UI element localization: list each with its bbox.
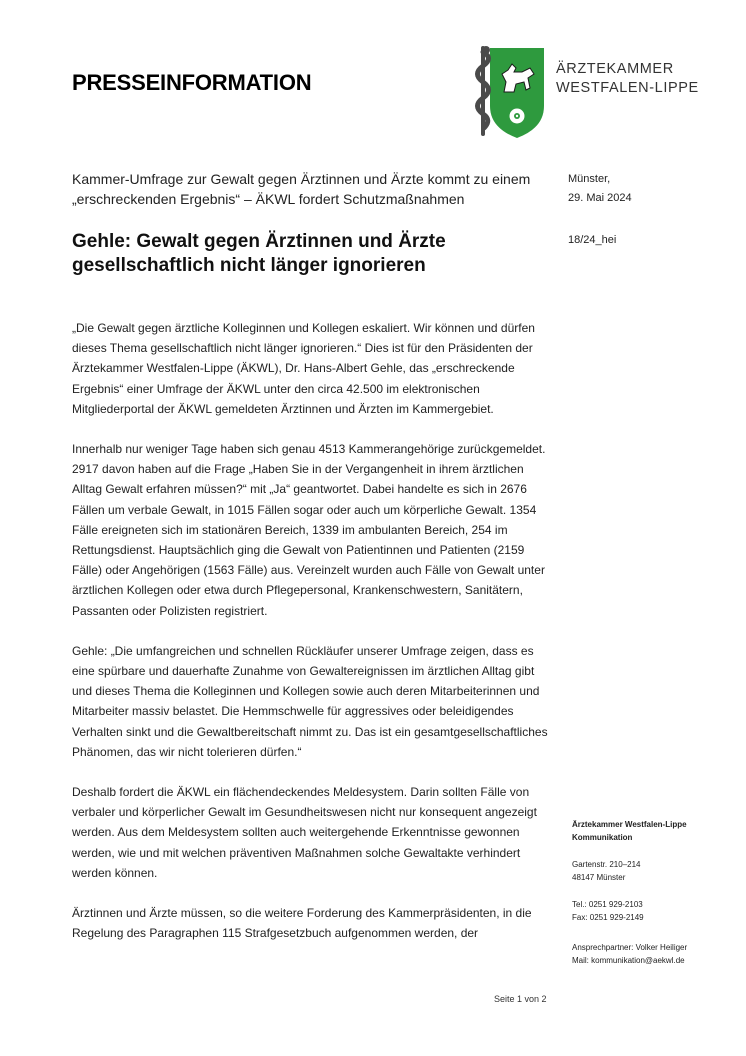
paragraph: Deshalb fordert die ÄKWL ein flächendeckendes Meldesystem. Darin sollten Fälle von verbaler und körperlicher Gewalt im Gesundheitswesen nicht nur konsequent angezeigt werden. Aus dem Meldesystem sollten auch weitergehende Erkenntnisse gewonnen werden, wie und mit welchen präventiven Maßnahmen solche Gewaltakte verhindert werden können. — [72, 785, 537, 880]
contact-dept: Kommunikation — [572, 833, 633, 842]
contact-tel: Tel.: 0251 929-2103 — [572, 900, 643, 909]
body-text — [72, 318, 554, 963]
contact-fax: Fax: 0251 929-2149 — [572, 913, 644, 922]
document-title: PRESSEINFORMATION — [72, 70, 312, 95]
paragraph: Innerhalb nur weniger Tage haben sich genau 4513 Kammerangehörige zurückgemeldet. 2917 davon haben auf die Frage „Haben Sie in der Vergangenheit in ihrem ärztlichen Alltag Gewalt erfahren müssen?“ mit „Ja“ geantwortet. Dabei handelte es sich in 2676 Fällen um verbale Gewalt, in 1015 Fällen sogar oder auch um körperliche Gewalt. 1354 Fälle ereigneten sich im stationären Bereich, 1339 im ambulanten Bereich, 254 im Rettungsdienst. Hauptsächlich ging die Gewalt von Patientinnen und Patienten (2159 Fälle) oder Angehörigen (1563 Fälle) aus. Vereinzelt wurden auch Fälle von Gewalt unter ärztlichen Kollegen oder etwa durch Pflegepersonal, Krankenschwestern, Sanitätern, Passanten oder Polizisten registriert. — [72, 442, 546, 618]
contact-street: Gartenstr. 210–214 — [572, 860, 641, 869]
meta-place: Münster, — [568, 173, 611, 185]
headline: Gehle: Gewalt gegen Ärztinnen und Ärzte gesellschaftlich nicht länger ignorieren — [72, 231, 446, 276]
aekwl-shield-logo — [470, 44, 548, 140]
org-name-line-1: ÄRZTEKAMMER — [556, 61, 674, 77]
subtitle: Kammer-Umfrage zur Gewalt gegen Ärztinnen und Ärzte kommt zu einem „erschreckenden Ergebnis“ – ÄKWL fordert Schutzmaßnahmen — [72, 171, 531, 207]
org-name-line-2: WESTFALEN-LIPPE — [556, 80, 699, 96]
meta-reference: 18/24_hei — [568, 234, 617, 246]
contact-person-block — [572, 941, 687, 967]
meta-date: 29. Mai 2024 — [568, 192, 632, 204]
contact-org — [572, 818, 687, 844]
contact-mail: Mail: kommunikation@aekwl.de — [572, 956, 685, 965]
contact-person: Ansprechpartner: Volker Heiliger — [572, 943, 688, 952]
contact-phone — [572, 898, 644, 924]
contact-address — [572, 858, 641, 884]
paragraph: „Die Gewalt gegen ärztliche Kolleginnen und Kollegen eskaliert. Wir können und dürfen dieses Thema gesellschaftlich nicht länger ignorieren.“ Dies ist für den Präsidenten der Ärztekammer Westfalen-Lippe (ÄKWL), Dr. Hans-Albert Gehle, das „erschreckende Ergebnis“ einer Umfrage der ÄKWL unter den circa 42.500 im elektronischen Mitgliederportal der ÄKWL gemeldeten Ärztinnen und Ärzten im Kammergebiet. — [72, 321, 535, 416]
contact-city: 48147 Münster — [572, 873, 626, 882]
page-number: Seite 1 von 2 — [494, 994, 547, 1004]
organization-name — [556, 60, 699, 98]
paragraph: Ärztinnen und Ärzte müssen, so die weitere Forderung des Kammerpräsidenten, in die Regelung des Paragraphen 115 Strafgesetzbuch aufgenommen werden, der — [72, 906, 532, 941]
contact-org-name: Ärztekammer Westfalen-Lippe — [572, 820, 687, 829]
paragraph: Gehle: „Die umfangreichen und schnellen Rückläufer unserer Umfrage zeigen, dass es eine spürbare und dauerhafte Zunahme von Gewaltereignissen im ärztlichen Alltag gibt und dieses Thema die Kolleginnen und Kollegen sowie auch deren Mitarbeiterinnen und Mitarbeiter massiv belastet. Die Hemmschwelle für aggressives oder beleidigendes Verhalten sinkt und die Gewaltbereitschaft nimmt zu. Das ist ein gesamtgesellschaftliches Phänomen, das wir nicht tolerieren dürfen.“ — [72, 643, 548, 759]
